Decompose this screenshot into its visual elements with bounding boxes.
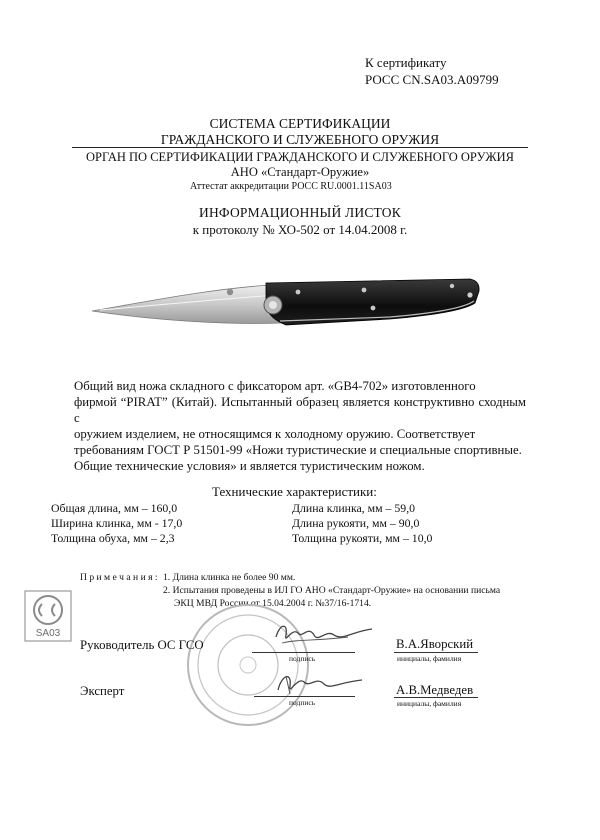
header-rule [72,147,528,148]
certificate-reference [365,54,499,88]
knife-photo [90,265,490,345]
description-paragraph [74,378,526,474]
head-signature-caption: подпись [289,654,316,663]
document-title: ИНФОРМАЦИОННЫЙ ЛИСТОК [199,205,401,220]
note-2-line-1: 2. Испытания проведены в ИЛ ГО АНО «Стандарт-Оружие» на основании письма [163,585,501,596]
note-2-line-2: ЭКЦ МВД России от 15.04.2004 г. №37/16-1714. [174,598,372,609]
description-line: Общий вид ножа складного с фиксатором арт. «GB4-702» изготовленного [74,379,476,393]
spec-right-0: Длина клинка, мм – 59,0 [292,501,416,515]
spec-right-2: Толщина рукояти, мм – 10,0 [292,531,433,545]
protocol-line: к протоколу № ХО-502 от 14.04.2008 г. [192,222,408,237]
head-role-label: Руководитель ОС ГСО [80,638,204,652]
expert-signature-caption: подпись [289,698,316,707]
accreditation-line: Аттестат аккредитации РОСС RU.0001.11SA03 [190,181,392,192]
expert-role-label: Эксперт [80,684,125,698]
head-name: В.А.Яворский [396,637,474,651]
ano-name: АНО «Стандарт-Оружие» [230,165,370,179]
expert-name-caption: инициалы, фамилия [397,699,462,708]
notes-label: П р и м е ч а н и я : [80,572,158,583]
organ-title: ОРГАН ПО СЕРТИФИКАЦИИ ГРАЖДАНСКОГО И СЛУЖЕБНОГО ОРУЖИЯ [86,150,514,164]
description-line: Общие технические условия» и является туристическим ножом. [74,459,425,473]
certification-mark-code: SA03 [35,628,61,639]
specs-heading: Технические характеристики: [212,484,377,499]
system-title-line-1: СИСТЕМА СЕРТИФИКАЦИИ [209,116,391,131]
description-line: требованиям ГОСТ Р 51501-99 «Ножи туристические и специальные спортивные. [74,443,522,457]
description-line: оружием изделием, не относящимся к холодному оружию. Соответствует [74,427,476,441]
expert-signature [268,668,368,698]
spec-right-1: Длина рукояти, мм – 90,0 [292,516,420,530]
note-1: 1. Длина клинка не более 90 мм. [163,572,296,583]
spec-left-2: Толщина обуха, мм – 2,3 [51,531,175,545]
reference-line-2: РОСС CN.SA03.A09799 [365,72,499,87]
spec-left-0: Общая длина, мм – 160,0 [51,501,178,515]
expert-signature-line [254,696,355,697]
system-title-line-2: ГРАЖДАНСКОГО И СЛУЖЕБНОГО ОРУЖИЯ [160,132,440,147]
description-line: фирмой “PIRAT” (Китай). Испытанный образец является конструктивно сходным с [74,395,526,425]
spec-left-1: Ширина клинка, мм - 17,0 [51,516,183,530]
head-signature [268,617,378,653]
reference-line-1: К сертификату [365,55,447,70]
head-name-caption: инициалы, фамилия [397,654,462,663]
head-signature-line [252,652,355,653]
head-name-line [394,652,478,653]
expert-name-line [394,697,478,698]
expert-name: А.В.Медведев [396,683,474,697]
